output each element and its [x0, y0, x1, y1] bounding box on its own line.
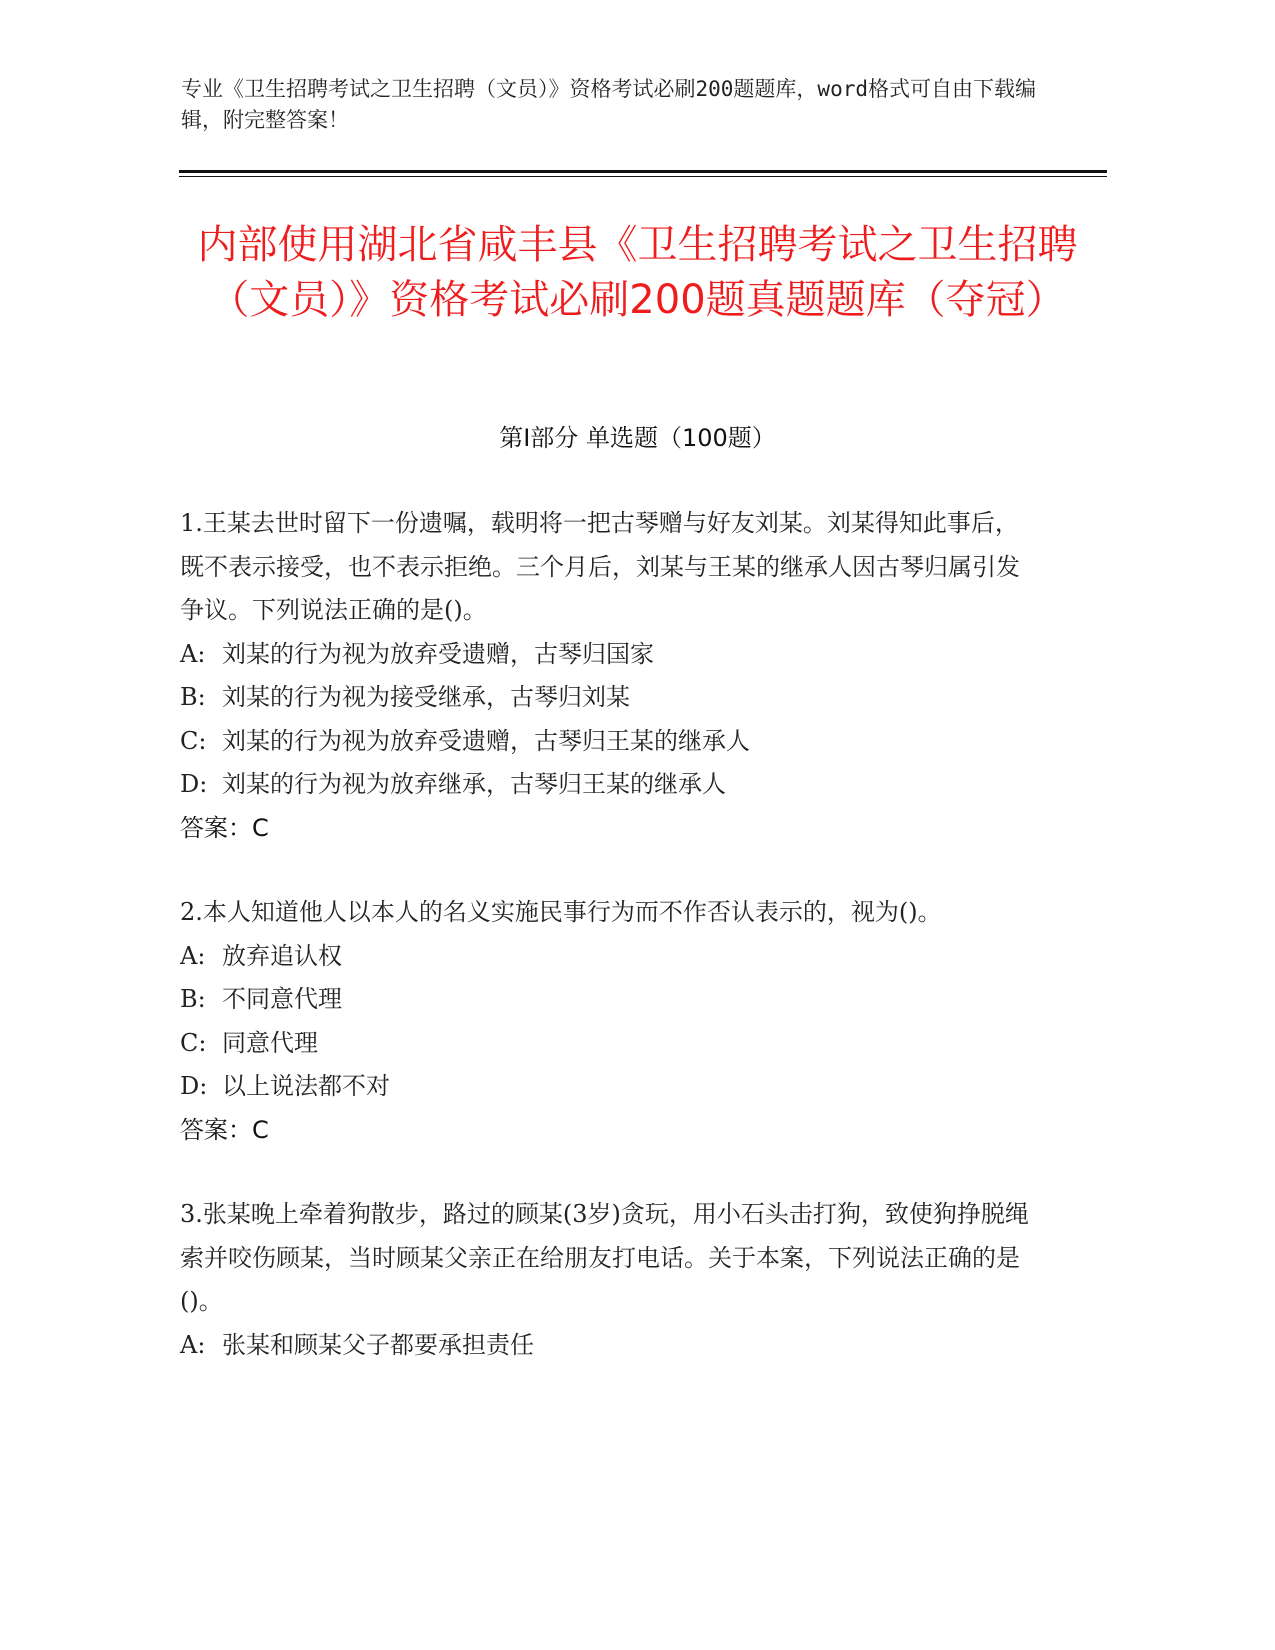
question-stem: 2.本人知道他人以本人的名义实施民事行为而不作否认表示的，视为()。 — [180, 898, 942, 926]
option-c — [180, 720, 1040, 764]
option-text: 不同意代理 — [222, 985, 342, 1013]
option-text: 刘某的行为视为放弃继承，古琴归王某的继承人 — [222, 770, 726, 798]
option-text: 刘某的行为视为放弃受遗赠，古琴归王某的继承人 — [222, 726, 750, 755]
option-d — [180, 1065, 1040, 1109]
option-text: 张某和顾某父子都要承担责任 — [222, 1330, 534, 1359]
option-a — [180, 1324, 1040, 1368]
question-stem: 1.王某去世时留下一份遗嘱，载明将一把古琴赠与好友刘某。刘某得知此事后，既不表示接受，也不表示拒绝。三个月后，刘某与王某的继承人因古琴归属引发争议。下列说法正确的是()。 — [180, 509, 1020, 624]
question-1 — [180, 502, 1040, 850]
question-3 — [180, 1193, 1040, 1367]
option-text: 刘某的行为视为接受继承，古琴归刘某 — [222, 683, 630, 711]
option-key: D: — [180, 1072, 208, 1100]
option-a — [180, 633, 1040, 677]
header-note: 专业《卫生招聘考试之卫生招聘（文员）》资格考试必刷200题题库，word格式可自由下载编辑，附完整答案！ — [181, 77, 1036, 132]
section-title: 第Ⅰ部分 单选题（100题） — [499, 424, 776, 452]
option-text: 刘某的行为视为放弃受遗赠，古琴归国家 — [222, 639, 654, 668]
option-a — [180, 935, 1040, 979]
answer-line: 答案：C — [180, 813, 269, 842]
option-text: 放弃追认权 — [222, 941, 342, 970]
option-key: A: — [180, 1330, 206, 1359]
question-2 — [180, 891, 1040, 1152]
option-key: C: — [180, 1028, 207, 1057]
option-key: B: — [180, 683, 206, 711]
option-text: 同意代理 — [222, 1028, 318, 1057]
option-key: A: — [180, 639, 206, 668]
option-key: B: — [180, 985, 206, 1013]
question-list — [180, 502, 1040, 1367]
option-key: D: — [180, 770, 208, 798]
question-stem: 3.张某晚上牵着狗散步，路过的顾某(3岁)贪玩，用小石头击打狗，致使狗挣脱绳索并咬伤顾某，当时顾某父亲正在给朋友打电话。关于本案，下列说法正确的是()。 — [180, 1200, 1029, 1315]
option-text: 以上说法都不对 — [222, 1072, 390, 1100]
option-d — [180, 763, 1040, 807]
option-key: C: — [180, 726, 207, 755]
option-b — [180, 978, 1040, 1022]
option-b — [180, 676, 1040, 720]
header-divider-thick — [179, 170, 1107, 173]
header-divider-thin — [179, 176, 1107, 177]
option-c — [180, 1022, 1040, 1066]
option-key: A: — [180, 941, 206, 970]
answer-line: 答案：C — [180, 1115, 269, 1144]
document-title: 内部使用湖北省咸丰县《卫生招聘考试之卫生招聘（文员）》资格考试必刷200题真题题库（夺冠） — [197, 222, 1078, 323]
